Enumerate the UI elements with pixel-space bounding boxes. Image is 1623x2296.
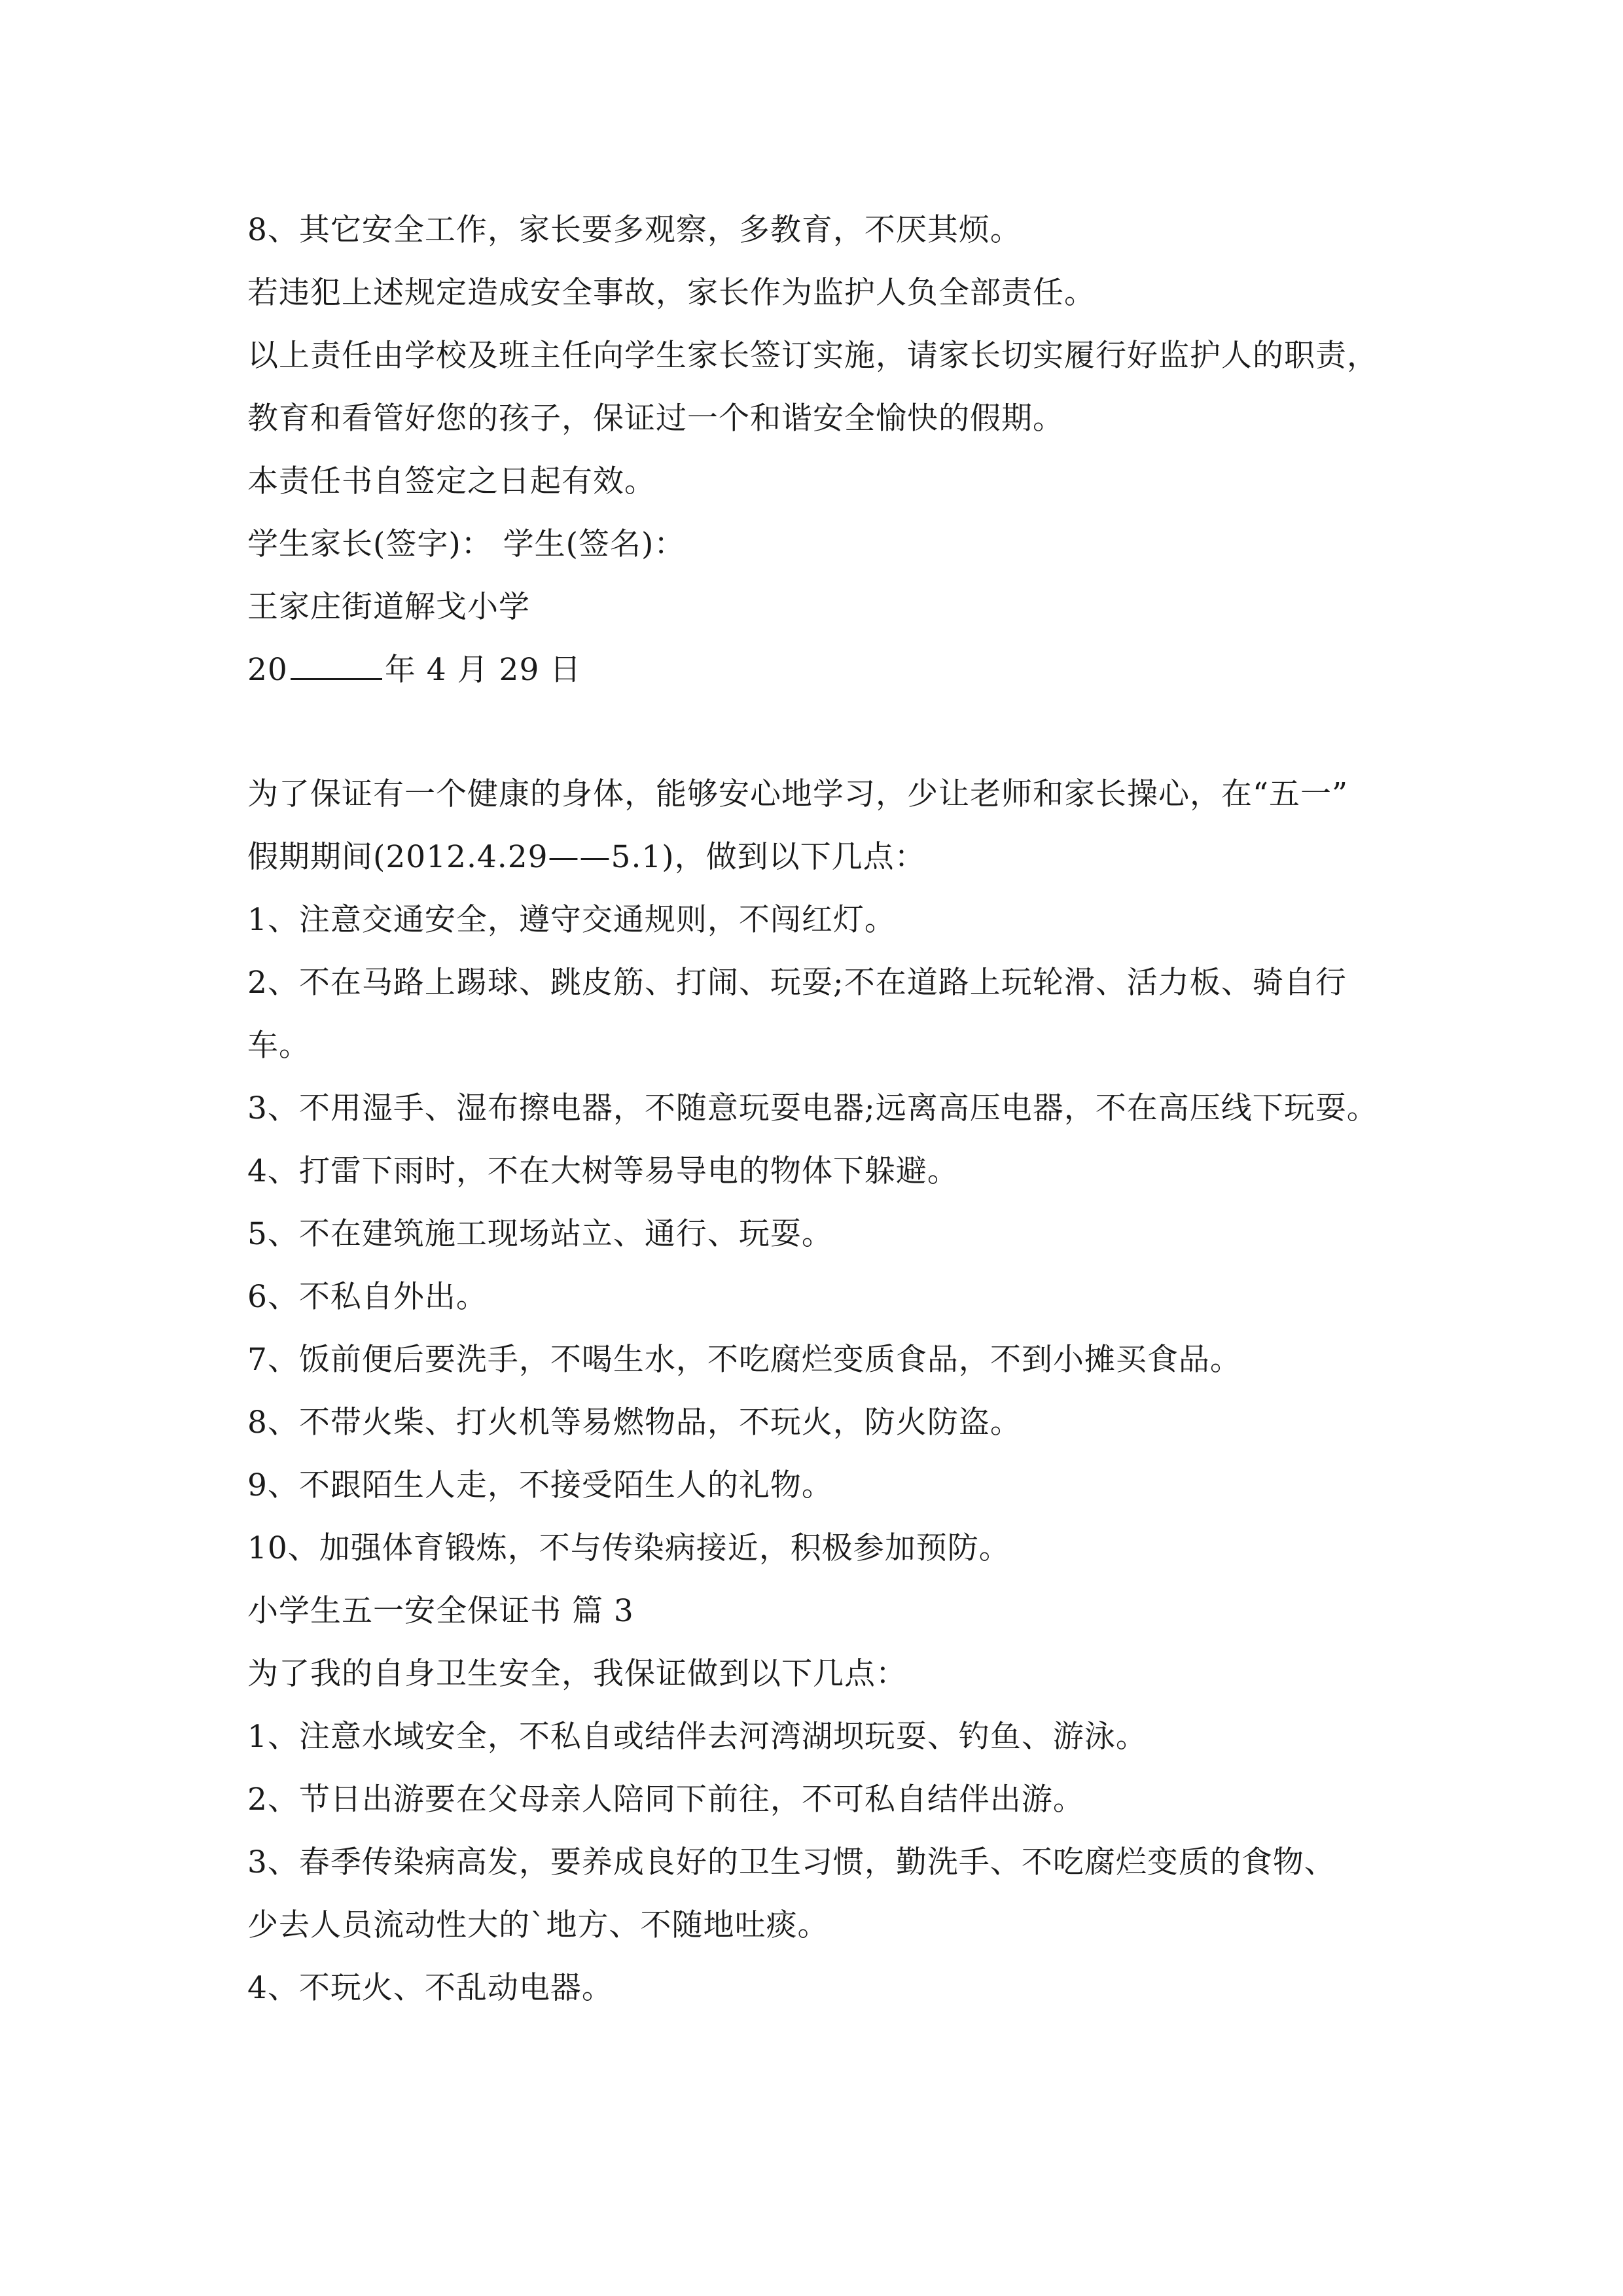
- section-b-item: 1、注意交通安全，遵守交通规则，不闯红灯。: [247, 902, 896, 938]
- section-b-item: 4、打雷下雨时，不在大树等易导电的物体下躲避。: [247, 1153, 959, 1189]
- section-a-responsibility-1: 以上责任由学校及班主任向学生家长签订实施，请家长切实履行好监护人的职责，: [247, 338, 1378, 374]
- section-c-intro: 为了我的自身卫生安全，我保证做到以下几点：: [247, 1656, 907, 1692]
- section-c-item: 1、注意水域安全，不私自或结伴去河湾湖坝玩耍、钓鱼、游泳。: [247, 1719, 1147, 1755]
- section-b-item: 车。: [247, 1028, 310, 1064]
- date-suffix: 年 4 月 29 日: [384, 652, 582, 688]
- date-blank: [291, 652, 382, 680]
- section-c-heading: 小学生五一安全保证书 篇 3: [247, 1593, 634, 1629]
- section-b-item: 9、不跟陌生人走，不接受陌生人的礼物。: [247, 1467, 833, 1503]
- section-c-item: 3、春季传染病高发，要养成良好的卫生习惯，勤洗手、不吃腐烂变质的食物、: [247, 1844, 1336, 1880]
- section-b-item: 3、不用湿手、湿布擦电器，不随意玩耍电器;远离高压电器，不在高压线下玩耍。: [247, 1090, 1378, 1126]
- date-prefix: 20: [247, 652, 288, 688]
- school-name: 王家庄街道解戈小学: [247, 589, 530, 625]
- section-b-item: 5、不在建筑施工现场站立、通行、玩耍。: [247, 1216, 833, 1252]
- section-b-item: 10、加强体育锻炼，不与传染病接近，积极参加预防。: [247, 1530, 1010, 1566]
- section-b-item: 6、不私自外出。: [247, 1279, 488, 1315]
- section-a-violation: 若违犯上述规定造成安全事故，家长作为监护人负全部责任。: [247, 275, 1096, 311]
- section-b-item: 8、不带火柴、打火机等易燃物品，不玩火，防火防盗。: [247, 1405, 1022, 1441]
- section-c-item: 2、节日出游要在父母亲人陪同下前往，不可私自结伴出游。: [247, 1782, 1084, 1818]
- section-a-responsibility-2: 教育和看管好您的孩子，保证过一个和谐安全愉快的假期。: [247, 401, 1064, 437]
- section-b-item: 7、饭前便后要洗手，不喝生水，不吃腐烂变质食品，不到小摊买食品。: [247, 1342, 1241, 1378]
- section-b-intro-1: 为了保证有一个健康的身体，能够安心地学习，少让老师和家长操心，在“五一”: [247, 776, 1349, 812]
- section-b-item: 2、不在马路上踢球、跳皮筋、打闹、玩耍;不在道路上玩轮滑、活力板、骑自行: [247, 965, 1347, 1001]
- section-a-item-8: 8、其它安全工作，家长要多观察，多教育，不厌其烦。: [247, 212, 1022, 248]
- section-c-item: 4、不玩火、不乱动电器。: [247, 1970, 613, 2006]
- section-c-item: 少去人员流动性大的`地方、不随地吐痰。: [247, 1907, 829, 1943]
- signature-line: 学生家长(签字)： 学生(签名)：: [247, 526, 686, 562]
- section-b-intro-2: 假期期间(2012.4.29——5.1)，做到以下几点：: [247, 839, 926, 875]
- date-line: [247, 651, 581, 690]
- section-a-effective: 本责任书自签定之日起有效。: [247, 463, 656, 499]
